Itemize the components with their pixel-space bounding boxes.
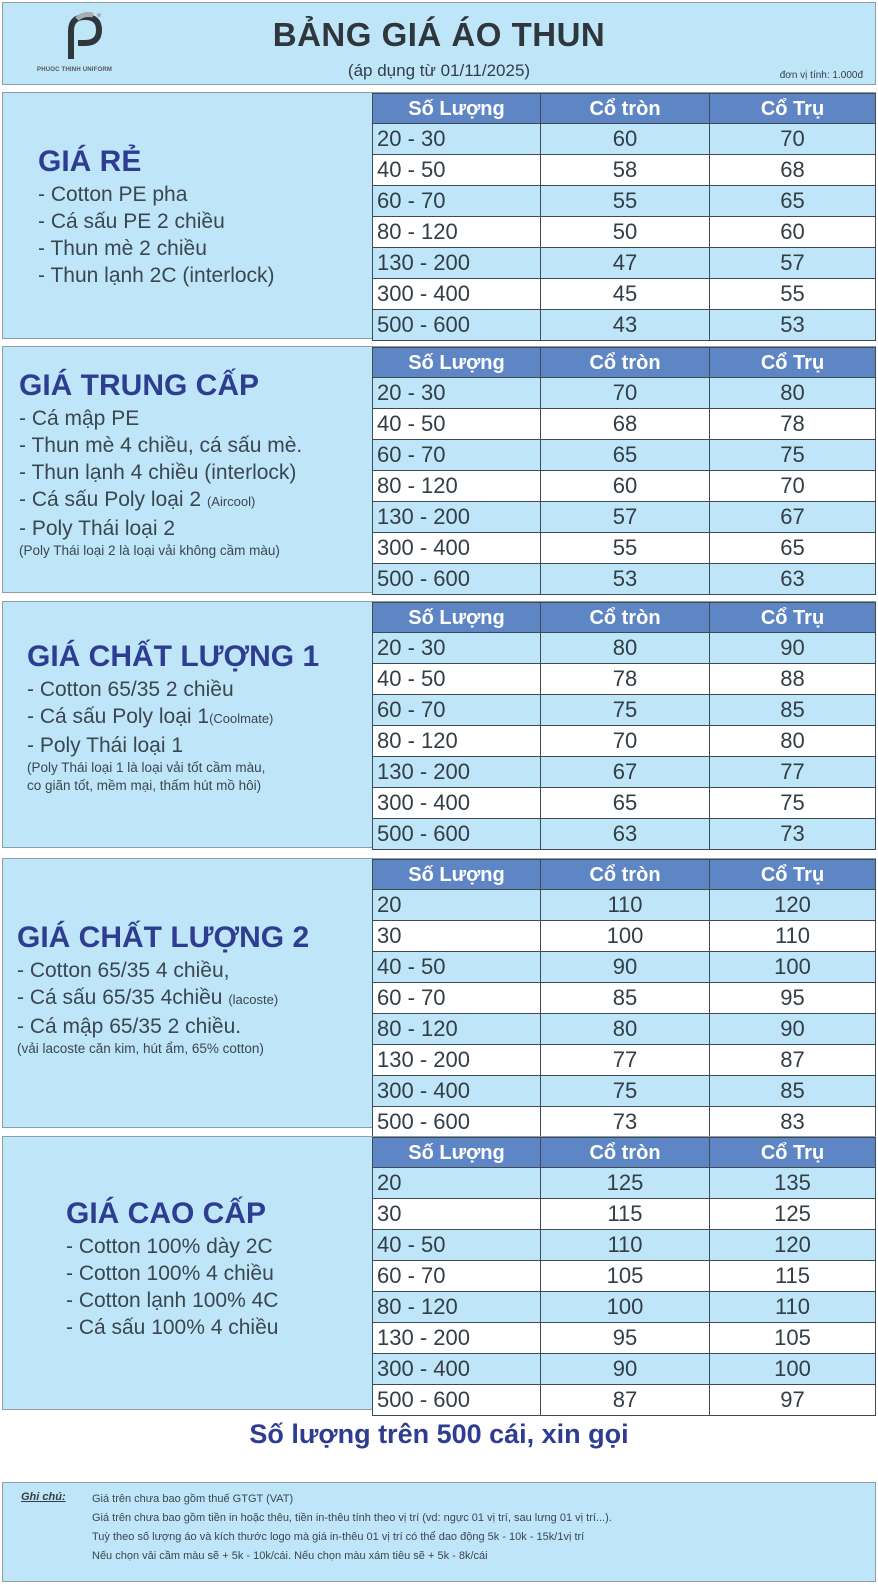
round-price-cell: 90 <box>541 952 710 983</box>
section-description <box>3 602 370 847</box>
price-section-budget <box>2 92 876 339</box>
table-row <box>373 921 876 952</box>
fabric-item: - Cá mập 65/35 2 chiều. <box>17 1015 242 1038</box>
qty-cell: 80 - 120 <box>373 1292 541 1323</box>
logo-text: PHUOC THINH UNIFORM <box>37 67 113 73</box>
round-price-cell: 67 <box>541 757 710 788</box>
collar-price-cell: 95 <box>710 983 876 1014</box>
round-price-cell: 70 <box>541 726 710 757</box>
price-section-quality-1 <box>2 601 876 848</box>
round-price-cell: 60 <box>541 124 710 155</box>
col-collar: Cổ Trụ <box>710 1138 876 1168</box>
table-row <box>373 1168 876 1199</box>
collar-price-cell: 78 <box>710 409 876 440</box>
table-row <box>373 664 876 695</box>
fabric-item-brand: (Aircool) <box>206 494 256 509</box>
qty-cell: 500 - 600 <box>373 819 541 850</box>
round-price-cell: 65 <box>541 440 710 471</box>
collar-price-cell: 70 <box>710 471 876 502</box>
fabric-item: - Thun mè 2 chiều <box>38 237 207 260</box>
qty-cell: 30 <box>373 921 541 952</box>
table-row <box>373 1292 876 1323</box>
table-row <box>373 1107 876 1138</box>
section-description <box>3 859 370 1127</box>
collar-price-cell: 65 <box>710 186 876 217</box>
qty-cell: 40 - 50 <box>373 1230 541 1261</box>
fabric-list <box>66 1233 278 1341</box>
section-description <box>3 1137 370 1409</box>
qty-cell: 60 - 70 <box>373 695 541 726</box>
table-row <box>373 757 876 788</box>
round-price-cell: 95 <box>541 1323 710 1354</box>
fabric-note: (Poly Thái loại 2 là loại vải không cầm màu) <box>19 543 280 558</box>
fabric-item: - Poly Thái loại 1 <box>27 734 184 757</box>
fabric-item: - Cá mập PE <box>19 407 140 430</box>
round-price-cell: 80 <box>541 1014 710 1045</box>
fabric-item: - Cotton PE pha <box>38 183 188 206</box>
qty-cell: 30 <box>373 1199 541 1230</box>
qty-cell: 500 - 600 <box>373 1107 541 1138</box>
round-price-cell: 47 <box>541 248 710 279</box>
round-price-cell: 80 <box>541 633 710 664</box>
col-collar: Cổ Trụ <box>710 860 876 890</box>
qty-cell: 300 - 400 <box>373 788 541 819</box>
col-round-neck: Cổ tròn <box>541 1138 710 1168</box>
col-quantity: Số Lượng <box>373 348 541 378</box>
col-round-neck: Cổ tròn <box>541 94 710 124</box>
fabric-item: - Thun lạnh 4 chiều (interlock) <box>19 461 297 484</box>
table-row <box>373 819 876 850</box>
qty-cell: 40 - 50 <box>373 664 541 695</box>
fabric-item: - Thun lạnh 2C (interlock) <box>38 264 275 287</box>
fabric-item-text: - Cá sấu Poly loại 2 <box>19 488 207 511</box>
table-row <box>373 1076 876 1107</box>
qty-cell: 130 - 200 <box>373 1045 541 1076</box>
qty-cell: 40 - 50 <box>373 409 541 440</box>
unit-label: đơn vị tính: 1.000đ <box>779 70 863 81</box>
price-table <box>372 859 876 1138</box>
qty-cell: 300 - 400 <box>373 1076 541 1107</box>
collar-price-cell: 73 <box>710 819 876 850</box>
table-row <box>373 533 876 564</box>
qty-cell: 80 - 120 <box>373 726 541 757</box>
fabric-item-text: - Cá sấu 65/35 4chiều <box>17 986 229 1009</box>
round-price-cell: 58 <box>541 155 710 186</box>
note-line: Giá trên chưa bao gồm thuế GTGT (VAT) <box>92 1493 294 1505</box>
fabric-item-brand: (Coolmate) <box>209 711 274 726</box>
fabric-note: co giãn tốt, mềm mại, thấm hút mồ hôi) <box>27 778 262 793</box>
page-header <box>2 2 876 85</box>
note-line: Giá trên chưa bao gồm tiền in hoặc thêu, tiền in-thêu tính theo vị trí (vd: ngực 01 vị trí, sau lưng 01 vị trí...). <box>92 1512 612 1524</box>
table-header-row <box>373 348 876 378</box>
note-line: Nếu chọn vải cầm màu sẽ + 5k - 10k/cái. Nếu chọn màu xám tiêu sẽ + 5k - 8k/cái <box>92 1550 488 1562</box>
table-row <box>373 788 876 819</box>
table-row <box>373 1323 876 1354</box>
fabric-item: - Poly Thái loại 2 <box>19 517 176 540</box>
round-price-cell: 125 <box>541 1168 710 1199</box>
notes-list <box>92 1490 612 1566</box>
collar-price-cell: 55 <box>710 279 876 310</box>
qty-cell: 20 - 30 <box>373 124 541 155</box>
fabric-item: - Thun mè 4 chiều, cá sấu mè. <box>19 434 303 457</box>
round-price-cell: 70 <box>541 378 710 409</box>
qty-cell: 20 - 30 <box>373 633 541 664</box>
round-price-cell: 77 <box>541 1045 710 1076</box>
table-row <box>373 409 876 440</box>
table-row <box>373 378 876 409</box>
table-row <box>373 440 876 471</box>
col-round-neck: Cổ tròn <box>541 348 710 378</box>
round-price-cell: 50 <box>541 217 710 248</box>
col-round-neck: Cổ tròn <box>541 860 710 890</box>
collar-price-cell: 90 <box>710 1014 876 1045</box>
collar-price-cell: 67 <box>710 502 876 533</box>
collar-price-cell: 75 <box>710 788 876 819</box>
round-price-cell: 78 <box>541 664 710 695</box>
table-row <box>373 983 876 1014</box>
collar-price-cell: 70 <box>710 124 876 155</box>
price-table <box>372 602 876 850</box>
round-price-cell: 63 <box>541 819 710 850</box>
round-price-cell: 55 <box>541 533 710 564</box>
collar-price-cell: 120 <box>710 1230 876 1261</box>
fabric-note: (vải lacoste căn kim, hút ẩm, 65% cotton) <box>17 1041 264 1056</box>
fabric-item: - Cotton lạnh 100% 4C <box>66 1289 279 1312</box>
round-price-cell: 65 <box>541 788 710 819</box>
round-price-cell: 110 <box>541 1230 710 1261</box>
qty-cell: 20 - 30 <box>373 378 541 409</box>
table-row <box>373 471 876 502</box>
table-row <box>373 217 876 248</box>
fabric-item: - Cá sấu PE 2 chiều <box>38 210 225 233</box>
qty-cell: 20 <box>373 1168 541 1199</box>
collar-price-cell: 75 <box>710 440 876 471</box>
qty-cell: 60 - 70 <box>373 440 541 471</box>
round-price-cell: 55 <box>541 186 710 217</box>
collar-price-cell: 85 <box>710 1076 876 1107</box>
qty-cell: 80 - 120 <box>373 1014 541 1045</box>
collar-price-cell: 115 <box>710 1261 876 1292</box>
table-row <box>373 248 876 279</box>
collar-price-cell: 100 <box>710 1354 876 1385</box>
table-row <box>373 279 876 310</box>
collar-price-cell: 125 <box>710 1199 876 1230</box>
qty-cell: 40 - 50 <box>373 952 541 983</box>
round-price-cell: 100 <box>541 1292 710 1323</box>
round-price-cell: 110 <box>541 890 710 921</box>
qty-cell: 20 <box>373 890 541 921</box>
qty-cell: 300 - 400 <box>373 533 541 564</box>
table-row <box>373 633 876 664</box>
col-quantity: Số Lượng <box>373 860 541 890</box>
price-section-quality-2 <box>2 858 876 1134</box>
section-title: GIÁ TRUNG CẤP <box>19 369 259 402</box>
collar-price-cell: 68 <box>710 155 876 186</box>
page-title: BẢNG GIÁ ÁO THUN <box>272 16 606 53</box>
fabric-item-brand: (lacoste) <box>228 992 279 1007</box>
fabric-note: (Poly Thái loại 1 là loại vải tốt cầm màu, <box>27 760 266 775</box>
section-title: GIÁ RẺ <box>38 145 142 178</box>
collar-price-cell: 57 <box>710 248 876 279</box>
round-price-cell: 43 <box>541 310 710 341</box>
fabric-item: - Cotton 100% dày 2C <box>66 1235 273 1258</box>
price-section-mid <box>2 346 876 593</box>
table-row <box>373 1385 876 1416</box>
table-row <box>373 186 876 217</box>
collar-price-cell: 63 <box>710 564 876 595</box>
note-line: Tuỳ theo số lượng áo và kích thước logo mà giá in-thêu 01 vị trí có thể dao động 5k - 10k - 15k/1vị trí <box>92 1531 585 1543</box>
round-price-cell: 115 <box>541 1199 710 1230</box>
round-price-cell: 85 <box>541 983 710 1014</box>
col-round-neck: Cổ tròn <box>541 603 710 633</box>
qty-cell: 300 - 400 <box>373 1354 541 1385</box>
collar-price-cell: 85 <box>710 695 876 726</box>
fabric-item <box>17 984 278 1013</box>
table-header-row <box>373 860 876 890</box>
table-row <box>373 564 876 595</box>
table-row <box>373 1354 876 1385</box>
collar-price-cell: 53 <box>710 310 876 341</box>
qty-cell: 130 - 200 <box>373 248 541 279</box>
collar-price-cell: 135 <box>710 1168 876 1199</box>
qty-cell: 80 - 120 <box>373 217 541 248</box>
fabric-item: - Cá sấu 100% 4 chiều <box>66 1316 279 1339</box>
col-collar: Cổ Trụ <box>710 348 876 378</box>
table-row <box>373 726 876 757</box>
bulk-order-callout: Số lượng trên 500 cái, xin gọi <box>249 1419 629 1449</box>
qty-cell: 500 - 600 <box>373 564 541 595</box>
collar-price-cell: 80 <box>710 378 876 409</box>
table-row <box>373 1045 876 1076</box>
table-row <box>373 502 876 533</box>
table-row <box>373 155 876 186</box>
round-price-cell: 60 <box>541 471 710 502</box>
table-row <box>373 1014 876 1045</box>
round-price-cell: 57 <box>541 502 710 533</box>
collar-price-cell: 60 <box>710 217 876 248</box>
notes-label: Ghi chú: <box>21 1491 66 1503</box>
qty-cell: 300 - 400 <box>373 279 541 310</box>
price-table <box>372 1137 876 1416</box>
col-quantity: Số Lượng <box>373 1138 541 1168</box>
col-quantity: Số Lượng <box>373 94 541 124</box>
round-price-cell: 105 <box>541 1261 710 1292</box>
section-title: GIÁ CHẤT LƯỢNG 2 <box>17 921 310 954</box>
round-price-cell: 87 <box>541 1385 710 1416</box>
qty-cell: 80 - 120 <box>373 471 541 502</box>
table-header-row <box>373 603 876 633</box>
price-table <box>372 347 876 595</box>
qty-cell: 60 - 70 <box>373 1261 541 1292</box>
fabric-item-text: - Cá sấu Poly loại 1 <box>27 705 210 728</box>
col-collar: Cổ Trụ <box>710 94 876 124</box>
qty-cell: 130 - 200 <box>373 757 541 788</box>
table-row <box>373 1230 876 1261</box>
col-quantity: Số Lượng <box>373 603 541 633</box>
price-section-premium <box>2 1136 876 1410</box>
collar-price-cell: 105 <box>710 1323 876 1354</box>
notes-box <box>2 1482 876 1582</box>
collar-price-cell: 87 <box>710 1045 876 1076</box>
round-price-cell: 73 <box>541 1107 710 1138</box>
table-row <box>373 1261 876 1292</box>
qty-cell: 500 - 600 <box>373 1385 541 1416</box>
fabric-item <box>19 486 302 515</box>
table-row <box>373 124 876 155</box>
round-price-cell: 75 <box>541 695 710 726</box>
section-description <box>3 347 370 592</box>
table-row <box>373 1199 876 1230</box>
col-collar: Cổ Trụ <box>710 603 876 633</box>
collar-price-cell: 110 <box>710 921 876 952</box>
fabric-list <box>19 405 302 560</box>
table-row <box>373 952 876 983</box>
round-price-cell: 45 <box>541 279 710 310</box>
qty-cell: 60 - 70 <box>373 983 541 1014</box>
collar-price-cell: 110 <box>710 1292 876 1323</box>
collar-price-cell: 88 <box>710 664 876 695</box>
collar-price-cell: 65 <box>710 533 876 564</box>
table-row <box>373 310 876 341</box>
collar-price-cell: 120 <box>710 890 876 921</box>
qty-cell: 500 - 600 <box>373 310 541 341</box>
round-price-cell: 75 <box>541 1076 710 1107</box>
collar-price-cell: 77 <box>710 757 876 788</box>
round-price-cell: 68 <box>541 409 710 440</box>
round-price-cell: 90 <box>541 1354 710 1385</box>
fabric-item <box>27 703 273 732</box>
collar-price-cell: 90 <box>710 633 876 664</box>
table-row <box>373 695 876 726</box>
fabric-list <box>17 957 278 1058</box>
fabric-item: - Cotton 100% 4 chiều <box>66 1262 274 1285</box>
qty-cell: 40 - 50 <box>373 155 541 186</box>
collar-price-cell: 97 <box>710 1385 876 1416</box>
fabric-list <box>27 676 273 795</box>
fabric-item: - Cotton 65/35 2 chiều <box>27 678 234 701</box>
section-title: GIÁ CAO CẤP <box>66 1197 267 1230</box>
collar-price-cell: 100 <box>710 952 876 983</box>
section-description <box>3 93 370 338</box>
effective-date: (áp dụng từ 01/11/2025) <box>347 61 531 80</box>
round-price-cell: 100 <box>541 921 710 952</box>
price-table <box>372 93 876 341</box>
qty-cell: 130 - 200 <box>373 1323 541 1354</box>
qty-cell: 60 - 70 <box>373 186 541 217</box>
table-header-row <box>373 94 876 124</box>
qty-cell: 130 - 200 <box>373 502 541 533</box>
section-title: GIÁ CHẤT LƯỢNG 1 <box>27 640 320 673</box>
collar-price-cell: 80 <box>710 726 876 757</box>
collar-price-cell: 83 <box>710 1107 876 1138</box>
fabric-list <box>38 181 275 289</box>
table-header-row <box>373 1138 876 1168</box>
round-price-cell: 53 <box>541 564 710 595</box>
table-row <box>373 890 876 921</box>
fabric-item: - Cotton 65/35 4 chiều, <box>17 959 230 982</box>
